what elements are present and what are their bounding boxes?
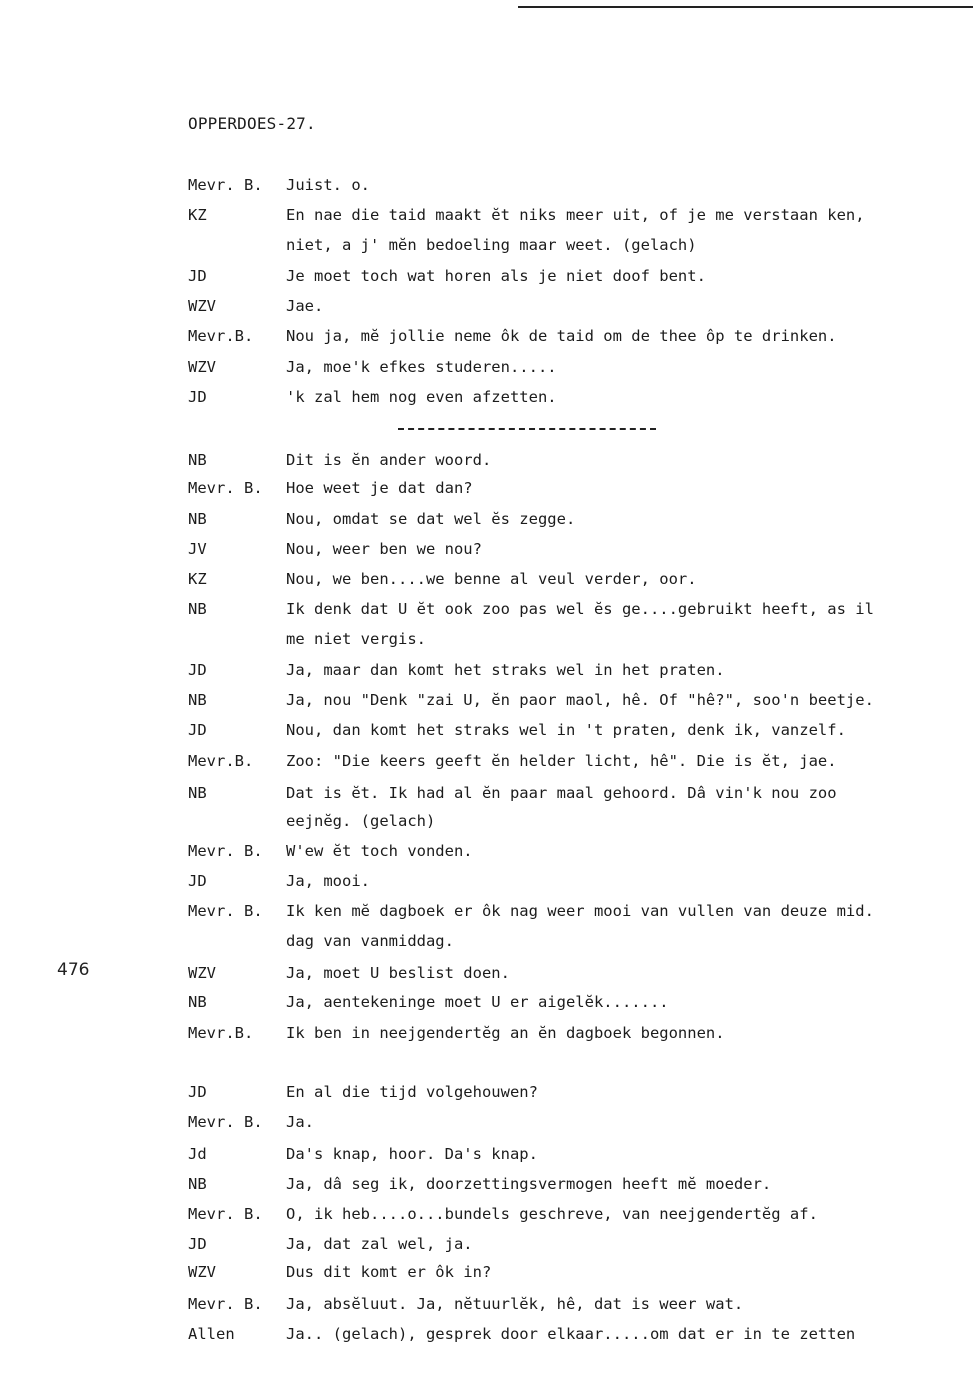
dialogue-line-continuation	[0, 812, 973, 836]
speaker-label: KZ	[188, 206, 207, 224]
utterance-text: Ja, moet U beslist doen.	[286, 964, 510, 982]
speaker-label: Allen	[188, 1325, 235, 1343]
utterance-text: Jae.	[286, 297, 324, 315]
utterance-text: Ja.	[286, 1113, 314, 1131]
utterance-text: Je moet toch wat horen als je niet doof bent.	[286, 267, 706, 285]
dialogue-line	[0, 297, 973, 321]
dialogue-line	[0, 993, 973, 1017]
dialogue-line	[0, 691, 973, 715]
dialogue-line	[0, 176, 973, 200]
speaker-label: Mevr. B.	[188, 902, 263, 920]
speaker-label: Mevr.B.	[188, 327, 254, 345]
speaker-label: JD	[188, 388, 207, 406]
dialogue-line	[0, 267, 973, 291]
dialogue-line	[0, 1024, 973, 1048]
speaker-label: JD	[188, 1235, 207, 1253]
speaker-label: NB	[188, 510, 207, 528]
utterance-text: Ja, aentekeninge moet U er aigelĕk.......	[286, 993, 669, 1011]
utterance-text: niet, a j' mĕn bedoeling maar weet. (gelach)	[286, 236, 697, 254]
dialogue-line	[0, 510, 973, 534]
speaker-label: Mevr. B.	[188, 1295, 263, 1313]
speaker-label: NB	[188, 600, 207, 618]
speaker-label: Mevr. B.	[188, 1205, 263, 1223]
dialogue-line-continuation	[0, 236, 973, 260]
dialogue-line	[0, 842, 973, 866]
speaker-label: WZV	[188, 964, 216, 982]
speaker-label: Mevr.B.	[188, 1024, 254, 1042]
speaker-label: KZ	[188, 570, 207, 588]
utterance-text: Zoo: "Die keers geeft ĕn helder licht, hê". Die is ĕt, jae.	[286, 752, 837, 770]
dialogue-line	[0, 451, 973, 475]
utterance-text: W'ew ĕt toch vonden.	[286, 842, 473, 860]
dialogue-line	[0, 784, 973, 808]
dialogue-line	[0, 570, 973, 594]
dialogue-line	[0, 964, 973, 988]
utterance-text: Ik denk dat U ĕt ook zoo pas wel ĕs ge....gebruikt heeft, as il	[286, 600, 874, 618]
section-divider	[398, 428, 656, 430]
utterance-text: Ik ken mĕ dagboek er ôk nag weer mooi van vullen van deuze mid.	[286, 902, 874, 920]
utterance-text: Nou, weer ben we nou?	[286, 540, 482, 558]
dialogue-line	[0, 1145, 973, 1169]
dialogue-line	[0, 661, 973, 685]
top-rule	[518, 6, 973, 8]
speaker-label: Mevr. B.	[188, 479, 263, 497]
speaker-label: JD	[188, 1083, 207, 1101]
utterance-text: Juist. o.	[286, 176, 370, 194]
dialogue-line	[0, 1263, 973, 1287]
dialogue-line	[0, 902, 973, 926]
dialogue-line	[0, 1205, 973, 1229]
utterance-text: Ik ben in neejgendertĕg an ĕn dagboek begonnen.	[286, 1024, 725, 1042]
utterance-text: Ja, maar dan komt het straks wel in het praten.	[286, 661, 725, 679]
utterance-text: dag van vanmiddag.	[286, 932, 454, 950]
utterance-text: Ja, nou "Denk "zai U, ĕn paor maol, hê. Of "hê?", soo'n beetje.	[286, 691, 874, 709]
utterance-text: me niet vergis.	[286, 630, 426, 648]
dialogue-line	[0, 872, 973, 896]
dialogue-line-continuation	[0, 932, 973, 956]
dialogue-line	[0, 1235, 973, 1259]
utterance-text: Dat is ĕt. Ik had al ĕn paar maal gehoord. Dâ vin'k nou zoo	[286, 784, 837, 802]
dialogue-line	[0, 1295, 973, 1319]
utterance-text: Ja, moe'k efkes studeren.....	[286, 358, 557, 376]
dialogue-line	[0, 1175, 973, 1199]
dialogue-line	[0, 358, 973, 382]
speaker-label: Mevr.B.	[188, 752, 254, 770]
utterance-text: En nae die taid maakt ĕt niks meer uit, of je me verstaan ken,	[286, 206, 865, 224]
dialogue-line	[0, 540, 973, 564]
dialogue-line	[0, 752, 973, 776]
utterance-text: Dus dit komt er ôk in?	[286, 1263, 492, 1281]
speaker-label: Mevr. B.	[188, 176, 263, 194]
speaker-label: JD	[188, 721, 207, 739]
dialogue-line-continuation	[0, 630, 973, 654]
margin-page-number: 476	[57, 960, 90, 980]
utterance-text: Ja, dat zal wel, ja.	[286, 1235, 473, 1253]
dialogue-line	[0, 1113, 973, 1137]
speaker-label: Mevr. B.	[188, 842, 263, 860]
speaker-label: Mevr. B.	[188, 1113, 263, 1131]
utterance-text: Nou ja, mĕ jollie neme ôk de taid om de thee ôp te drinken.	[286, 327, 837, 345]
page-title: OPPERDOES-27.	[188, 114, 316, 133]
utterance-text: 'k zal hem nog even afzetten.	[286, 388, 557, 406]
utterance-text: Da's knap, hoor. Da's knap.	[286, 1145, 538, 1163]
speaker-label: NB	[188, 451, 207, 469]
speaker-label: WZV	[188, 358, 216, 376]
utterance-text: O, ik heb....o...bundels geschreve, van neejgendertĕg af.	[286, 1205, 818, 1223]
dialogue-line	[0, 479, 973, 503]
speaker-label: NB	[188, 784, 207, 802]
speaker-label: NB	[188, 993, 207, 1011]
dialogue-line	[0, 206, 973, 230]
speaker-label: Jd	[188, 1145, 207, 1163]
speaker-label: JD	[188, 267, 207, 285]
speaker-label: JD	[188, 872, 207, 890]
utterance-text: Nou, we ben....we benne al veul verder, oor.	[286, 570, 697, 588]
speaker-label: WZV	[188, 297, 216, 315]
dialogue-line	[0, 327, 973, 351]
speaker-label: WZV	[188, 1263, 216, 1281]
utterance-text: Nou, dan komt het straks wel in 't praten, denk ik, vanzelf.	[286, 721, 846, 739]
dialogue-line	[0, 721, 973, 745]
utterance-text: Ja, mooi.	[286, 872, 370, 890]
dialogue-line	[0, 600, 973, 624]
utterance-text: Dit is ĕn ander woord.	[286, 451, 492, 469]
utterance-text: eejnĕg. (gelach)	[286, 812, 436, 830]
speaker-label: NB	[188, 691, 207, 709]
utterance-text: En al die tijd volgehouwen?	[286, 1083, 538, 1101]
utterance-text: Ja.. (gelach), gesprek door elkaar.....om dat er in te zetten	[286, 1325, 856, 1343]
dialogue-line	[0, 1325, 973, 1349]
utterance-text: Ja, absĕluut. Ja, nĕtuurlĕk, hê, dat is weer wat.	[286, 1295, 744, 1313]
speaker-label: NB	[188, 1175, 207, 1193]
dialogue-line	[0, 388, 973, 412]
utterance-text: Ja, dâ seg ik, doorzettingsvermogen heeft mĕ moeder.	[286, 1175, 772, 1193]
speaker-label: JV	[188, 540, 207, 558]
utterance-text: Hoe weet je dat dan?	[286, 479, 473, 497]
utterance-text: Nou, omdat se dat wel ĕs zegge.	[286, 510, 576, 528]
speaker-label: JD	[188, 661, 207, 679]
dialogue-line	[0, 1083, 973, 1107]
